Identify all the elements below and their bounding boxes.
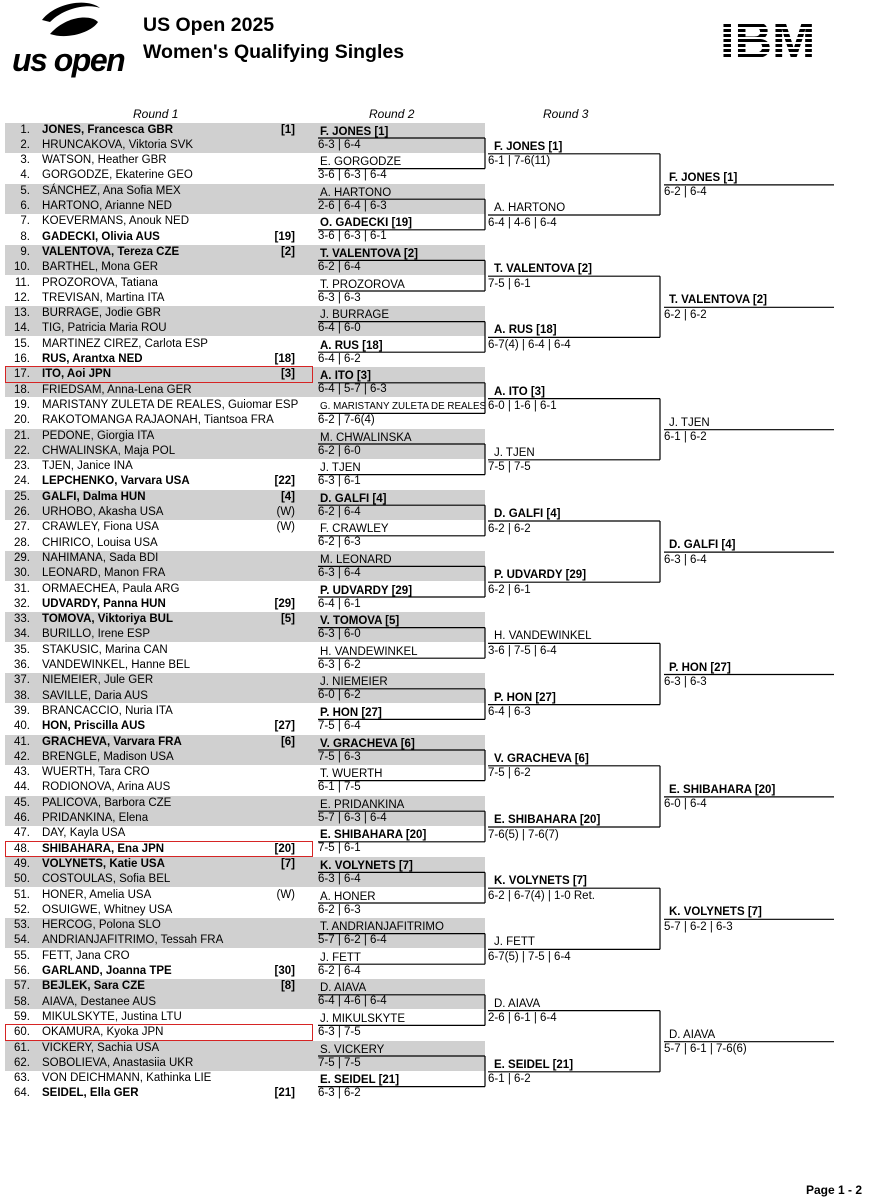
player-name: GARLAND, Joanna TPE: [42, 965, 172, 977]
round2-winner: P. UDVARDY [29]: [320, 584, 413, 597]
player-name: LEPCHENKO, Varvara USA: [42, 475, 190, 488]
player-seed-mark: [29]: [274, 597, 295, 610]
player-seed-number: 52.: [14, 903, 30, 916]
player-seed-number: 33.: [14, 613, 30, 626]
round2-winner: F. CRAWLEY: [320, 523, 389, 536]
player-seed-mark: [21]: [274, 1087, 295, 1100]
player-name: KOEVERMANS, Anouk NED: [42, 215, 189, 228]
round3-score: 7-5 | 7-5: [488, 461, 531, 474]
round2-winner: D. GALFI [4]: [320, 492, 387, 505]
round2-score: 6-3 | 6-4: [318, 872, 361, 885]
player-seed-number: 63.: [14, 1072, 30, 1085]
round2-score: 6-2 | 6-4: [318, 260, 361, 273]
round2-score: 6-3 | 6-1: [318, 475, 361, 488]
round2-score: 6-4 | 6-1: [318, 597, 361, 610]
round2-winner: T. PROZOROVA: [320, 278, 405, 291]
round2-winner: T. WUERTH: [320, 768, 383, 781]
round-3-title: Round 3: [543, 107, 589, 121]
round3-score: 6-2 | 6-2: [488, 522, 531, 535]
player-seed-number: 61.: [14, 1041, 30, 1054]
player-seed-number: 40.: [14, 720, 30, 733]
us-open-wordmark: us open: [12, 42, 125, 78]
round3-score: 6-2 | 6-1: [488, 583, 531, 596]
round3-winner: E. SHIBAHARA [20]: [494, 814, 601, 826]
round2-score: 6-3 | 6-2: [318, 658, 361, 671]
round2-winner: O. GADECKI [19]: [320, 217, 413, 230]
round3-winner: F. JONES [1]: [494, 140, 563, 153]
player-seed-number: 9.: [20, 245, 30, 258]
player-seed-number: 48.: [14, 842, 30, 855]
player-name: SEIDEL, Ella GER: [42, 1087, 139, 1100]
player-seed-number: 54.: [14, 934, 30, 947]
player-seed-number: 55.: [14, 949, 30, 962]
round3-score: 6-2 | 6-7(4) | 1-0 Ret.: [488, 889, 595, 902]
player-seed-number: 10.: [14, 261, 30, 274]
round2-score: 6-0 | 6-2: [318, 689, 361, 702]
round-1-title: Round 1: [133, 107, 179, 121]
player-seed-mark: [8]: [280, 980, 295, 993]
player-seed-mark: [3]: [280, 368, 295, 381]
qualifier-score: 6-2 | 6-4: [664, 186, 707, 199]
player-seed-number: 47.: [14, 827, 30, 840]
player-name: ANDRIANJAFITRIMO, Tessah FRA: [42, 934, 224, 947]
player-seed-mark: [18]: [274, 353, 295, 365]
round2-winner: H. VANDEWINKEL: [320, 645, 418, 658]
round2-winner: D. AIAVA: [320, 982, 367, 995]
player-name: CHWALINSKA, Maja POL: [42, 444, 176, 457]
round3-winner: K. VOLYNETS [7]: [494, 875, 587, 888]
round2-winner: G. MARISTANY ZULETA DE REALES: [320, 400, 487, 412]
round2-score: 6-4 | 6-0: [318, 322, 361, 335]
player-seed-number: 15.: [14, 337, 30, 350]
player-seed-number: 8.: [20, 230, 30, 243]
player-name: BARTHEL, Mona GER: [42, 261, 159, 274]
player-name: URHOBO, Akasha USA: [42, 506, 164, 518]
round2-winner: V. TOMOVA [5]: [320, 615, 400, 628]
round2-score: 6-3 | 6-4: [318, 138, 361, 151]
round2-score: 6-2 | 6-3: [318, 536, 361, 549]
qualifier-name: F. JONES [1]: [669, 171, 738, 184]
player-seed-number: 37.: [14, 674, 30, 687]
player-seed-number: 11.: [14, 276, 30, 289]
player-name: RUS, Arantxa NED: [42, 353, 143, 365]
page-number: Page 1 - 2: [806, 1183, 863, 1197]
round2-score: 3-6 | 6-3 | 6-1: [318, 230, 387, 243]
qualifier-name: J. TJEN: [669, 416, 710, 429]
player-seed-number: 51.: [14, 888, 30, 901]
round3-winner: V. GRACHEVA [6]: [494, 752, 589, 765]
player-name: TJEN, Janice INA: [42, 460, 133, 473]
round3-winner: A. HARTONO: [494, 202, 566, 214]
player-seed-number: 56.: [14, 965, 30, 977]
player-seed-number: 3.: [20, 154, 30, 167]
round2-score: 6-2 | 6-3: [318, 903, 361, 916]
round2-winner: J. BURRAGE: [320, 309, 390, 322]
round2-winner: J. TJEN: [320, 462, 361, 475]
player-seed-number: 22.: [14, 444, 30, 457]
round3-winner: D. AIAVA: [494, 997, 541, 1010]
player-seed-number: 23.: [14, 460, 30, 473]
player-seed-mark: [19]: [274, 230, 295, 243]
player-name: PALICOVA, Barbora CZE: [42, 796, 172, 809]
player-seed-number: 58.: [14, 995, 30, 1008]
qualifier-score: 6-0 | 6-4: [664, 798, 707, 811]
player-name: VANDEWINKEL, Hanne BEL: [42, 659, 191, 671]
player-seed-mark: [22]: [274, 475, 295, 488]
qualifier-name: K. VOLYNETS [7]: [669, 906, 762, 919]
player-seed-number: 57.: [14, 980, 30, 993]
round-2-title: Round 2: [369, 107, 415, 121]
page-subtitle: Women's Qualifying Singles: [143, 41, 405, 63]
round3-score: 6-4 | 4-6 | 6-4: [488, 216, 557, 229]
round2-score: 7-5 | 6-1: [318, 842, 361, 855]
player-seed-number: 24.: [14, 475, 30, 488]
player-seed-mark: [2]: [280, 245, 295, 258]
round3-score: 7-5 | 6-2: [488, 767, 531, 780]
round3-winner: P. UDVARDY [29]: [494, 569, 587, 582]
player-seed-number: 35.: [14, 643, 30, 656]
player-seed-number: 12.: [14, 291, 30, 304]
round2-winner: E. PRIDANKINA: [320, 798, 405, 811]
player-seed-number: 46.: [14, 812, 30, 824]
player-name: RAKOTOMANGA RAJAONAH, Tiantsoa FRA: [42, 414, 274, 427]
round3-winner: H. VANDEWINKEL: [494, 630, 592, 643]
round2-winner: A. HONER: [320, 890, 376, 903]
round3-winner: P. HON [27]: [494, 691, 556, 704]
player-seed-number: 17.: [14, 368, 30, 381]
player-seed-number: 4.: [20, 169, 30, 182]
round2-winner: A. RUS [18]: [320, 339, 383, 352]
round2-score: 6-3 | 6-4: [318, 566, 361, 579]
player-name: SOBOLIEVA, Anastasiia UKR: [42, 1056, 194, 1069]
player-seed-number: 43.: [14, 766, 30, 779]
player-name: GADECKI, Olivia AUS: [42, 230, 160, 243]
player-name: TOMOVA, Viktoriya BUL: [42, 613, 173, 626]
player-name: NIEMEIER, Jule GER: [42, 674, 154, 687]
player-seed-number: 45.: [14, 796, 30, 809]
round2-score: 6-4 | 5-7 | 6-3: [318, 383, 387, 396]
player-seed-number: 49.: [14, 857, 30, 870]
player-seed-mark: [5]: [280, 613, 295, 626]
player-name: BEJLEK, Sara CZE: [42, 980, 145, 993]
player-seed-mark: [1]: [280, 123, 295, 136]
qualifier-score: 5-7 | 6-2 | 6-3: [664, 920, 733, 933]
player-seed-number: 29.: [14, 551, 30, 564]
qualifier-name: T. VALENTOVA [2]: [669, 294, 767, 307]
player-seed-number: 32.: [14, 597, 30, 610]
round3-winner: E. SEIDEL [21]: [494, 1058, 574, 1071]
player-seed-number: 42.: [14, 750, 30, 763]
player-seed-number: 44.: [14, 781, 30, 794]
round3-score: 7-6(5) | 7-6(7): [488, 828, 559, 841]
player-name: GRACHEVA, Varvara FRA: [42, 735, 182, 748]
player-name: FETT, Jana CRO: [42, 949, 130, 962]
player-seed-number: 59.: [14, 1010, 30, 1023]
player-seed-number: 34.: [14, 628, 30, 641]
qualifier-name: D. GALFI [4]: [669, 539, 736, 552]
player-name: BURRAGE, Jodie GBR: [42, 307, 161, 320]
page-title: US Open 2025: [143, 14, 275, 36]
qualifier-score: 6-2 | 6-2: [664, 308, 707, 321]
player-name: RODIONOVA, Arina AUS: [42, 781, 171, 794]
round2-winner: J. MIKULSKYTE: [320, 1012, 405, 1025]
player-seed-number: 7.: [20, 215, 30, 228]
player-seed-number: 16.: [14, 353, 30, 365]
player-seed-number: 13.: [14, 307, 30, 320]
round2-score: 6-2 | 6-4: [318, 505, 361, 518]
player-name: PEDONE, Giorgia ITA: [42, 429, 155, 442]
round2-score: 5-7 | 6-3 | 6-4: [318, 811, 387, 824]
player-name: WUERTH, Tara CRO: [42, 766, 150, 779]
player-seed-mark: (W): [276, 506, 295, 518]
qualifier-score: 6-3 | 6-3: [664, 676, 707, 688]
player-seed-number: 28.: [14, 536, 30, 549]
player-name: OKAMURA, Kyoka JPN: [42, 1026, 164, 1039]
round2-score: 6-2 | 6-4: [318, 964, 361, 977]
round2-winner: F. JONES [1]: [320, 125, 389, 138]
player-seed-number: 5.: [20, 184, 30, 197]
player-seed-mark: [27]: [274, 720, 295, 733]
round3-score: 7-5 | 6-1: [488, 277, 531, 290]
round2-score: 6-3 | 6-3: [318, 291, 361, 304]
round3-score: 6-7(5) | 7-5 | 6-4: [488, 950, 571, 963]
player-name: NAHIMANA, Sada BDI: [42, 551, 159, 564]
player-seed-number: 14.: [14, 322, 30, 335]
round2-winner: J. FETT: [320, 951, 361, 964]
player-seed-number: 18.: [14, 383, 30, 396]
round2-winner: E. SHIBAHARA [20]: [320, 829, 427, 842]
player-name: HON, Priscilla AUS: [42, 720, 146, 733]
round2-winner: M. CHWALINSKA: [320, 431, 412, 444]
player-name: MARISTANY ZULETA DE REALES, Guiomar ESP: [42, 398, 299, 411]
player-seed-mark: [7]: [280, 857, 295, 870]
player-name: PRIDANKINA, Elena: [42, 812, 149, 824]
player-seed-mark: (W): [276, 521, 295, 534]
round2-winner: V. GRACHEVA [6]: [320, 737, 415, 750]
player-name: MARTINEZ CIREZ, Carlota ESP: [42, 337, 208, 350]
round2-winner: T. VALENTOVA [2]: [320, 247, 418, 260]
player-name: HONER, Amelia USA: [42, 888, 152, 901]
round2-score: 5-7 | 6-2 | 6-4: [318, 934, 387, 947]
player-name: TREVISAN, Martina ITA: [42, 291, 165, 304]
player-seed-number: 50.: [14, 873, 30, 886]
player-seed-mark: [4]: [280, 490, 295, 503]
player-seed-mark: [6]: [280, 735, 295, 748]
round3-score: 2-6 | 6-1 | 6-4: [488, 1012, 557, 1025]
player-name: UDVARDY, Panna HUN: [42, 597, 166, 610]
player-name: GALFI, Dalma HUN: [42, 490, 146, 503]
qualifier-score: 6-3 | 6-4: [664, 553, 707, 566]
qualifier-score: 6-1 | 6-2: [664, 431, 707, 444]
round2-winner: E. SEIDEL [21]: [320, 1074, 400, 1087]
round2-score: 7-5 | 6-3: [318, 750, 361, 763]
round2-winner: M. LEONARD: [320, 553, 392, 566]
round3-score: 6-1 | 6-2: [488, 1073, 531, 1086]
round3-score: 6-4 | 6-3: [488, 706, 531, 719]
round3-score: 6-0 | 1-6 | 6-1: [488, 400, 557, 413]
player-seed-number: 27.: [14, 521, 30, 534]
ibm-logo-text: IBM: [720, 14, 816, 62]
player-seed-number: 1.: [20, 123, 30, 136]
player-name: BRANCACCIO, Nuria ITA: [42, 704, 173, 717]
player-name: HRUNCAKOVA, Viktoria SVK: [42, 138, 194, 151]
player-seed-number: 25.: [14, 490, 30, 503]
player-name: MIKULSKYTE, Justina LTU: [42, 1010, 182, 1023]
round2-score: 6-3 | 7-5: [318, 1025, 361, 1038]
player-name: GORGODZE, Ekaterine GEO: [42, 169, 193, 182]
player-seed-number: 53.: [14, 919, 30, 932]
player-seed-number: 39.: [14, 704, 30, 717]
round2-winner: A. ITO [3]: [320, 370, 371, 383]
round2-score: 7-5 | 7-5: [318, 1056, 361, 1069]
player-name: CHIRICO, Louisa USA: [42, 536, 158, 549]
round3-score: 6-7(4) | 6-4 | 6-4: [488, 338, 571, 351]
qualifier-name: D. AIAVA: [669, 1028, 716, 1041]
player-seed-number: 38.: [14, 689, 30, 702]
round2-score: 6-2 | 7-6(4): [318, 413, 375, 426]
player-seed-number: 26.: [14, 506, 30, 518]
player-name: VICKERY, Sachia USA: [42, 1041, 160, 1054]
player-name: TIG, Patricia Maria ROU: [42, 322, 167, 335]
player-name: PROZOROVA, Tatiana: [42, 276, 158, 289]
player-name: VOLYNETS, Katie USA: [42, 857, 165, 870]
player-name: SAVILLE, Daria AUS: [42, 689, 148, 702]
player-seed-number: 6.: [20, 200, 30, 212]
round2-winner: P. HON [27]: [320, 706, 382, 719]
round2-winner: T. ANDRIANJAFITRIMO: [320, 921, 444, 934]
player-name: VON DEICHMANN, Kathinka LIE: [42, 1072, 212, 1085]
round2-winner: A. HARTONO: [320, 186, 392, 199]
qualifier-name: P. HON [27]: [669, 661, 731, 674]
qualifier-name: E. SHIBAHARA [20]: [669, 783, 776, 796]
player-name: AIAVA, Destanee AUS: [42, 995, 156, 1008]
player-name: ORMAECHEA, Paula ARG: [42, 582, 180, 595]
round2-score: 6-1 | 7-5: [318, 781, 361, 794]
player-seed-number: 20.: [14, 414, 30, 427]
player-name: ITO, Aoi JPN: [42, 368, 112, 381]
round3-winner: T. VALENTOVA [2]: [494, 263, 592, 276]
round3-score: 6-1 | 7-6(11): [488, 155, 551, 168]
player-seed-number: 60.: [14, 1026, 30, 1039]
player-name: FRIEDSAM, Anna-Lena GER: [42, 383, 192, 396]
round2-score: 6-4 | 4-6 | 6-4: [318, 995, 387, 1008]
round3-winner: A. ITO [3]: [494, 385, 545, 398]
round2-winner: E. GORGODZE: [320, 156, 402, 169]
player-name: OSUIGWE, Whitney USA: [42, 903, 173, 916]
player-seed-number: 31.: [14, 582, 30, 595]
round2-score: 6-3 | 6-0: [318, 628, 361, 641]
player-seed-number: 62.: [14, 1056, 30, 1069]
player-seed-mark: [30]: [274, 965, 295, 977]
qualifier-score: 5-7 | 6-1 | 7-6(6): [664, 1043, 747, 1056]
round2-score: 6-3 | 6-2: [318, 1087, 361, 1100]
round2-winner: J. NIEMEIER: [320, 676, 388, 689]
round3-score: 3-6 | 7-5 | 6-4: [488, 644, 557, 657]
player-seed-number: 2.: [20, 138, 30, 151]
round3-winner: J. FETT: [494, 936, 535, 949]
player-name: SÁNCHEZ, Ana Sofia MEX: [42, 184, 181, 197]
player-name: VALENTOVA, Tereza CZE: [42, 245, 180, 258]
player-seed-number: 41.: [14, 735, 30, 748]
round2-score: 2-6 | 6-4 | 6-3: [318, 199, 387, 212]
player-name: CRAWLEY, Fiona USA: [42, 521, 159, 534]
round2-score: 7-5 | 6-4: [318, 719, 361, 732]
round2-score: 6-4 | 6-2: [318, 352, 361, 365]
player-name: SHIBAHARA, Ena JPN: [42, 842, 165, 855]
round3-winner: D. GALFI [4]: [494, 508, 561, 520]
player-name: HERCOG, Polona SLO: [42, 919, 161, 932]
player-name: COSTOULAS, Sofia BEL: [42, 873, 171, 886]
player-seed-number: 64.: [14, 1087, 30, 1100]
player-name: WATSON, Heather GBR: [42, 154, 167, 167]
player-name: JONES, Francesca GBR: [42, 123, 174, 136]
round3-winner: J. TJEN: [494, 446, 535, 459]
player-name: BURILLO, Irene ESP: [42, 628, 151, 641]
player-name: HARTONO, Arianne NED: [42, 200, 172, 212]
round2-winner: S. VICKERY: [320, 1043, 385, 1056]
round2-winner: K. VOLYNETS [7]: [320, 859, 413, 872]
player-seed-number: 30.: [14, 567, 30, 580]
player-seed-mark: (W): [276, 888, 295, 901]
player-name: BRENGLE, Madison USA: [42, 750, 174, 763]
player-seed-mark: [20]: [274, 842, 295, 855]
round3-winner: A. RUS [18]: [494, 324, 557, 337]
player-name: DAY, Kayla USA: [42, 827, 126, 840]
player-seed-number: 21.: [14, 429, 30, 442]
round2-score: 3-6 | 6-3 | 6-4: [318, 169, 387, 182]
player-seed-number: 19.: [14, 398, 30, 411]
player-name: LEONARD, Manon FRA: [42, 567, 166, 580]
round2-score: 6-2 | 6-0: [318, 444, 361, 457]
player-seed-number: 36.: [14, 659, 30, 671]
player-name: STAKUSIC, Marina CAN: [42, 643, 168, 656]
